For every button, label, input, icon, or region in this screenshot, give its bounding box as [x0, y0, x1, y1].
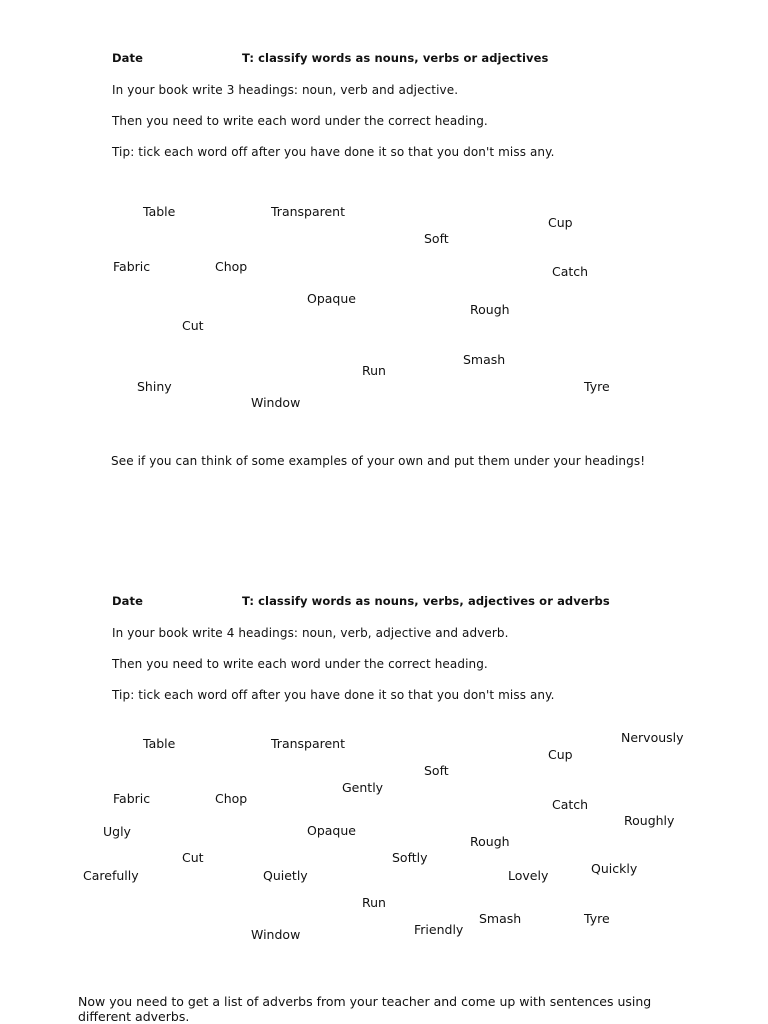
s1-word-tyre: Tyre	[584, 379, 610, 394]
s2-word-nervously: Nervously	[621, 730, 684, 745]
s2-word-tyre: Tyre	[584, 911, 610, 926]
section2-instruction-1: In your book write 4 headings: noun, verb, adjective and adverb.	[112, 626, 509, 640]
section1-tip: Tip: tick each word off after you have done it so that you don't miss any.	[112, 145, 555, 159]
s1-word-table: Table	[143, 204, 176, 219]
s2-word-soft: Soft	[424, 763, 449, 778]
section2-tip: Tip: tick each word off after you have done it so that you don't miss any.	[112, 688, 555, 702]
s2-word-catch: Catch	[552, 797, 589, 812]
s2-word-carefully: Carefully	[83, 868, 139, 883]
s2-word-opaque: Opaque	[307, 823, 356, 838]
s1-word-opaque: Opaque	[307, 291, 356, 306]
s2-word-cut: Cut	[182, 850, 204, 865]
s1-word-catch: Catch	[552, 264, 589, 279]
s2-word-run: Run	[362, 895, 386, 910]
s2-word-quickly: Quickly	[591, 861, 638, 876]
s2-word-chop: Chop	[215, 791, 248, 806]
section2-instruction-2: Then you need to write each word under the correct heading.	[112, 657, 488, 671]
section2-footer: Now you need to get a list of adverbs from your teacher and come up with sentences using different adverbs.	[78, 994, 652, 1024]
section2-date-label: Date	[112, 594, 144, 608]
s1-word-shiny: Shiny	[137, 379, 172, 394]
section1-footer: See if you can think of some examples of your own and put them under your headings!	[111, 454, 646, 468]
section1-date-label: Date	[112, 51, 144, 65]
s2-word-quietly: Quietly	[263, 868, 308, 883]
s1-word-chop: Chop	[215, 259, 248, 274]
s1-word-fabric: Fabric	[113, 259, 151, 274]
s2-word-gently: Gently	[342, 780, 384, 795]
s2-word-fabric: Fabric	[113, 791, 151, 806]
section1-title: T: classify words as nouns, verbs or adjectives	[242, 51, 549, 65]
s1-word-cut: Cut	[182, 318, 204, 333]
s1-word-soft: Soft	[424, 231, 449, 246]
s2-word-cup: Cup	[548, 747, 573, 762]
s1-word-run: Run	[362, 363, 386, 378]
s2-word-lovely: Lovely	[508, 868, 549, 883]
section2-title: T: classify words as nouns, verbs, adjectives or adverbs	[242, 594, 610, 608]
s2-word-friendly: Friendly	[414, 922, 464, 937]
s2-word-roughly: Roughly	[624, 813, 675, 828]
s2-word-rough: Rough	[470, 834, 510, 849]
s2-word-ugly: Ugly	[103, 824, 131, 839]
s2-word-transparent: Transparent	[271, 736, 346, 751]
section1-instruction-1: In your book write 3 headings: noun, verb and adjective.	[112, 83, 459, 97]
s2-word-table: Table	[143, 736, 176, 751]
s1-word-transparent: Transparent	[271, 204, 346, 219]
s2-word-window: Window	[251, 927, 301, 942]
s1-word-window: Window	[251, 395, 301, 410]
s2-word-softly: Softly	[392, 850, 428, 865]
s2-word-smash: Smash	[479, 911, 522, 926]
s1-word-smash: Smash	[463, 352, 506, 367]
s1-word-rough: Rough	[470, 302, 510, 317]
section1-instruction-2: Then you need to write each word under the correct heading.	[112, 114, 488, 128]
s1-word-cup: Cup	[548, 215, 573, 230]
